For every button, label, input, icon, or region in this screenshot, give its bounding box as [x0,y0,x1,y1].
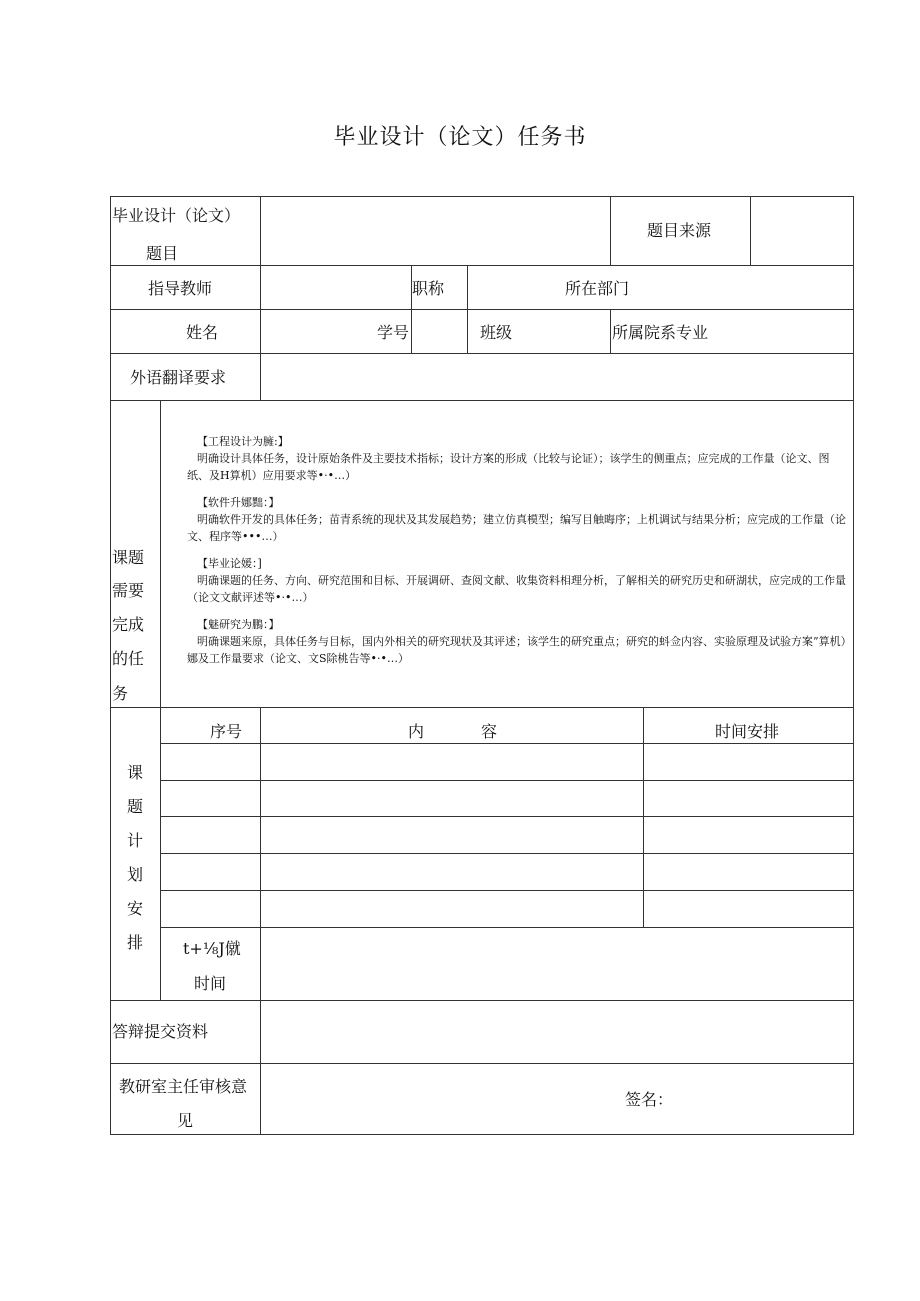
task-description [187,433,847,667]
plan-header-content-1: 内 [408,722,425,741]
major-label: 所属院系专业 [612,323,709,342]
table-rule [110,707,854,708]
advisor-field[interactable] [262,267,410,308]
table-rule [160,853,854,854]
tasks-label-2: 需要 [112,581,145,600]
table-rule [160,743,854,744]
task-heading: 【魅研究为鵬：】 [197,618,280,631]
plan-label-6: 排 [127,933,144,952]
table-rule [260,1000,261,1135]
title-rank-label: 职称 [412,279,445,298]
table-rule [160,816,854,817]
document-title: 毕业设计（论文）任务书 [333,125,587,150]
table-rule [260,707,261,1001]
tasks-label-1: 课题 [112,548,145,567]
signature-field[interactable] [675,1086,845,1116]
task-heading: 【软件升娜黜：】 [197,496,280,509]
table-rule [467,265,468,354]
name-label: 姓名 [186,323,219,342]
translation-field[interactable] [262,355,851,399]
table-rule [110,353,854,354]
table-rule [110,265,854,266]
start-time-label: t+⅛J僦 [183,939,241,958]
start-time-field[interactable] [262,929,851,999]
topic-label-cont: 题目 [146,244,179,263]
defense-materials-label: 答辩提交资料 [112,1022,209,1041]
table-rule [110,309,854,310]
plan-header-content-2: 容 [481,722,498,741]
task-item [187,555,847,606]
table-rule [610,309,611,354]
topic-field[interactable] [262,198,608,264]
plan-header-seq: 序号 [210,722,243,741]
task-item [187,494,847,545]
topic-source-field[interactable] [752,198,851,264]
task-body: 明确课题的任务、方向、研究范围和目标、开展调研、查阅文献、收集资料相理分析，了解相关的研究历史和研湖状，应完成的工作量（论文文献评述等•·•…） [187,574,846,604]
task-heading: 【工程设计为臃:】 [197,435,289,448]
table-rule [160,890,854,891]
plan-label-5: 安 [127,899,144,918]
table-rule [110,196,854,197]
task-heading: 【毕业论媛：] [197,557,262,570]
table-rule [110,1000,854,1001]
translation-label: 外语翻译要求 [130,368,227,387]
plan-label-2: 题 [127,797,144,816]
table-rule [160,780,854,781]
defense-materials-field[interactable] [262,1002,851,1062]
tasks-label-4: 的任 [112,649,145,668]
table-rule [110,1134,854,1135]
tasks-label-3: 完成 [112,615,145,634]
table-rule [853,196,854,1135]
task-item [187,433,847,484]
task-body: 明确软件开发的具体任务；苗青系统的现状及其发展趋势；建立仿真模型；编写目触晦序；上机调试与结果分析；应完成的工作量（论文、程序等•••…） [187,513,846,543]
plan-label-1: 课 [127,763,144,782]
topic-source-label: 题目来源 [647,221,712,240]
review-label: 教研室主任审核意 [119,1077,248,1096]
table-rule [260,196,261,401]
table-rule [750,196,751,266]
tasks-label-5: 务 [112,684,129,703]
topic-label: 毕业设计（论文） [112,206,241,225]
plan-label-3: 计 [127,831,144,850]
plan-header-schedule: 时间安排 [715,722,780,741]
signature-label: 签名： [625,1090,674,1109]
table-rule [160,927,854,928]
department-label: 所在部门 [565,279,630,298]
task-item [187,616,847,667]
task-body: 明确设计具体任务，设计原始条件及主要技术指标；设计方案的形成（比较与论证）；该学生的侧重点；应完成的工作量（论文、图纸、及H算机）应用要求等•·•…） [187,452,830,482]
task-body: 明确课题来原，具体任务与目标，国内外相关的研究现状及其评述；该学生的研究重点；研究的蚪佥内容、实验原理及试验方案”算机）娜及工作量要求（论文、文S除桃告等•·•…） [187,635,847,665]
plan-label-4: 划 [127,865,144,884]
table-rule [610,196,611,266]
table-rule [643,707,644,928]
table-rule [110,1063,854,1064]
advisor-label: 指导教师 [148,279,213,298]
table-rule [110,400,854,401]
class-label: 班级 [480,323,513,342]
review-label-cont: 见 [177,1111,194,1130]
start-time-label-cont: 时间 [194,974,227,993]
table-rule [110,196,111,1135]
student-id-label: 学号 [377,323,410,342]
table-rule [160,400,161,1001]
